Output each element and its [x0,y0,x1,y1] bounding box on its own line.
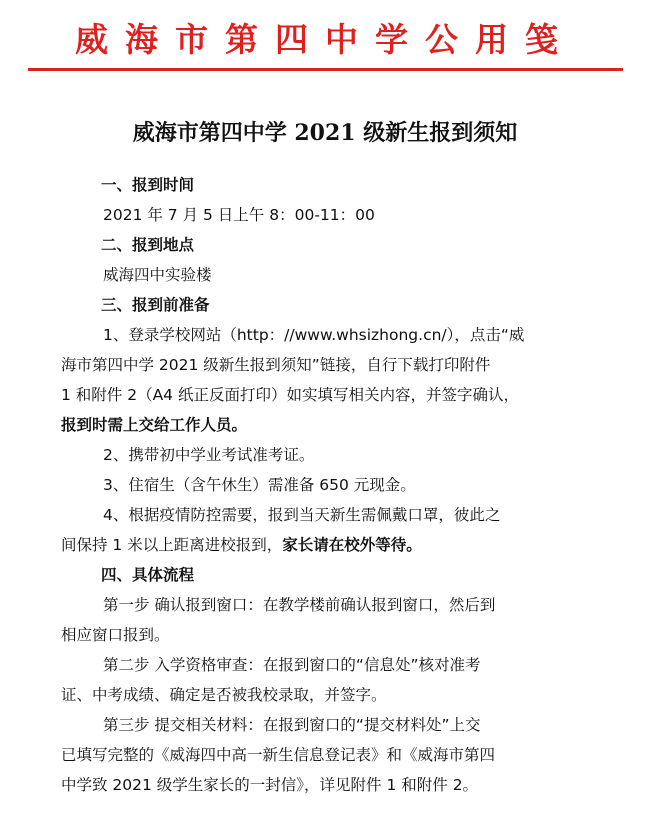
prep-item-4-line-2-text: 间保持 1 米以上距离进校报到， [61,536,283,554]
prep-item-4-line-1: 4、根据疫情防控需要，报到当天新生需佩戴口罩，彼此之 [103,506,501,524]
procedure-step-1-line-1: 第一步 确认报到窗口：在教学楼前确认报到窗口，然后到 [103,596,496,614]
procedure-step-2-line-1: 第二步 入学资格审查：在报到窗口的“信息处”核对准考 [103,656,481,674]
prep-item-1 [61,320,603,440]
procedure-step-3-line-1: 第三步 提交相关材料：在报到窗口的“提交材料处”上交 [103,716,481,734]
procedure-step-2 [61,650,603,710]
prep-item-4 [61,500,603,560]
report-time: 2021 年 7 月 5 日上午 8：00-11：00 [103,206,375,224]
procedure-step-3 [61,710,603,800]
letterhead: 威海市第四中学公用笺 [75,20,575,59]
letterhead-rule [28,68,623,71]
prep-item-4-line-2-bold: 家长请在校外等待。 [282,536,422,554]
prep-item-4-line-2 [61,530,603,560]
prep-item-1-line-1: 1、登录学校网站（http：//www.whsizhong.cn/），点击“威 [103,326,525,344]
procedure-step-3-line-2: 已填写完整的《威海四中高一新生信息登记表》和《威海市第四 [61,746,496,764]
prep-item-1-line-2: 海市第四中学 2021 级新生报到须知”链接，自行下载打印附件 [61,356,491,374]
procedure-step-2-line-2: 证、中考成绩、确定是否被我校录取，并签字。 [61,686,387,704]
section-heading-procedure: 四、具体流程 [101,566,195,584]
section-heading-time: 一、报到时间 [101,176,195,194]
notice-body [61,170,603,800]
prep-item-1-line-3: 1 和附件 2（A4 纸正反面打印）如实填写相关内容，并签字确认， [61,386,519,404]
section-heading-preparation: 三、报到前准备 [101,296,210,314]
report-location: 威海四中实验楼 [103,266,212,284]
prep-item-2: 2、携带初中学业考试准考证。 [103,446,315,464]
prep-item-3: 3、住宿生（含午休生）需准备 650 元现金。 [103,476,416,494]
procedure-step-1 [61,590,603,650]
section-heading-location: 二、报到地点 [101,236,195,254]
procedure-step-1-line-2: 相应窗口报到。 [61,626,170,644]
procedure-step-3-line-3: 中学致 2021 级学生家长的一封信》，详见附件 1 和附件 2。 [61,776,479,794]
prep-item-1-line-4: 报到时需上交给工作人员。 [61,416,248,434]
document-title: 威海市第四中学 2021 级新生报到须知 [132,120,518,146]
